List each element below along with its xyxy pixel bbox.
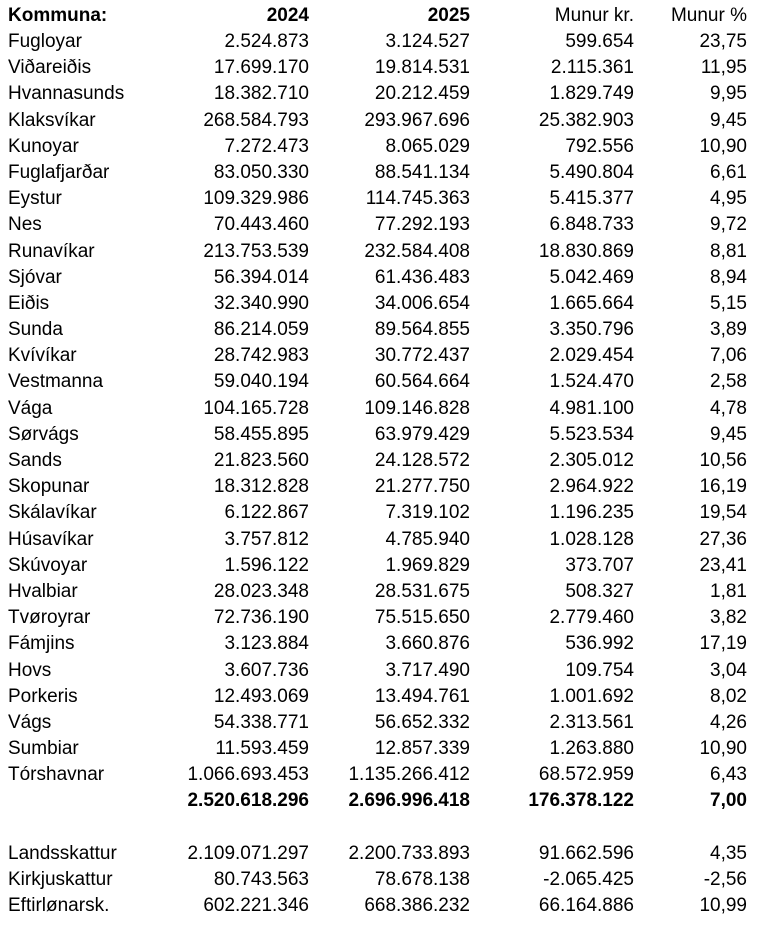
cell-name: Fuglafjarðar: [8, 161, 110, 183]
cell-2025: 114.745.363: [365, 188, 470, 210]
cell-munur-kr: 373.707: [565, 554, 634, 576]
cell-2024: 32.340.990: [213, 292, 309, 314]
cell-munur-kr: 1.524.470: [549, 371, 634, 393]
cell-2024: 2.109.071.297: [187, 842, 309, 864]
cell-munur-pct: 4,95: [710, 188, 747, 210]
table-row: [0, 605, 760, 631]
header-2025: 2025: [427, 5, 470, 26]
cell-munur-pct: 3,82: [710, 607, 747, 629]
cell-munur-kr: 2.029.454: [549, 345, 634, 367]
cell-2025: 293.967.696: [364, 109, 470, 131]
cell-2025: 13.494.761: [374, 685, 470, 707]
cell-munur-pct: 9,45: [710, 423, 747, 445]
cell-2024: 213.753.539: [203, 240, 309, 262]
cell-2024: 7.272.473: [224, 135, 309, 157]
other-tax-row: [0, 867, 760, 893]
cell-munur-pct: 1,81: [710, 580, 747, 602]
table-row: [0, 762, 760, 788]
cell-munur-kr: 536.992: [565, 633, 634, 655]
cell-munur-pct: 9,45: [710, 109, 747, 131]
cell-2024: 28.023.348: [213, 580, 309, 602]
cell-name: Landsskattur: [8, 842, 117, 864]
total-2025: 2.696.996.418: [348, 790, 470, 812]
cell-munur-kr: 5.042.469: [549, 266, 634, 288]
cell-2024: 54.338.771: [213, 711, 309, 733]
total-munur-kr: 176.378.122: [528, 790, 634, 812]
cell-munur-pct: 23,75: [699, 31, 747, 52]
cell-2024: 21.823.560: [213, 450, 309, 471]
cell-munur-pct: 3,04: [710, 659, 747, 681]
cell-name: Kirkjuskattur: [8, 868, 113, 890]
cell-2025: 63.979.429: [374, 423, 470, 445]
cell-munur-pct: 10,90: [699, 135, 747, 157]
cell-munur-kr: -2.065.425: [543, 868, 634, 890]
table-row: [0, 343, 760, 369]
cell-2024: 3.607.736: [224, 659, 309, 681]
cell-name: Klaksvíkar: [8, 109, 96, 131]
header-2024: 2024: [266, 5, 309, 26]
table-row: [0, 658, 760, 684]
cell-munur-kr: 25.382.903: [538, 109, 634, 131]
cell-2024: 268.584.793: [203, 109, 309, 131]
cell-name: Eftirlønarsk.: [8, 895, 110, 916]
cell-2025: 28.531.675: [374, 580, 470, 602]
cell-name: Hvalbiar: [8, 580, 78, 602]
header-kommuna: Kommuna:: [8, 5, 108, 26]
other-tax-row: [0, 841, 760, 867]
cell-2025: 30.772.437: [374, 345, 470, 367]
cell-2025: 1.135.266.412: [348, 764, 470, 786]
table-row: [0, 186, 760, 212]
cell-name: Tórshavnar: [8, 764, 105, 786]
cell-2025: 88.541.134: [374, 161, 470, 183]
cell-2024: 80.743.563: [213, 868, 309, 890]
table-row: [0, 684, 760, 710]
cell-2024: 11.593.459: [215, 738, 309, 760]
cell-2024: 12.493.069: [213, 685, 309, 707]
table-row: [0, 500, 760, 526]
cell-munur-kr: 1.196.235: [549, 502, 634, 524]
table-row: [0, 291, 760, 317]
cell-name: Eiðis: [8, 292, 50, 314]
cell-munur-pct: 8,02: [710, 685, 747, 707]
header-row: [0, 0, 760, 29]
cell-2025: 60.564.664: [374, 371, 470, 393]
cell-2025: 61.436.483: [374, 266, 470, 288]
cell-munur-kr: 109.754: [565, 659, 634, 681]
cell-2025: 56.652.332: [374, 711, 470, 733]
cell-munur-pct: 16,19: [699, 476, 747, 498]
cell-name: Hvannasunds: [8, 83, 125, 105]
cell-munur-pct: 17,19: [699, 633, 747, 655]
cell-munur-pct: 8,81: [710, 240, 747, 262]
cell-name: Kunoyar: [8, 135, 79, 157]
cell-name: Fámjins: [8, 633, 75, 655]
cell-munur-kr: 5.490.804: [549, 161, 634, 183]
cell-munur-pct: 19,54: [699, 502, 747, 524]
cell-2025: 232.584.408: [364, 240, 470, 262]
cell-munur-pct: 5,15: [710, 292, 747, 314]
cell-2025: 24.128.572: [374, 450, 470, 471]
cell-munur-pct: 8,94: [710, 266, 747, 288]
cell-name: Húsavíkar: [8, 528, 94, 550]
cell-munur-pct: 4,35: [710, 842, 747, 864]
table-row: [0, 108, 760, 134]
cell-munur-pct: -2,56: [703, 868, 747, 890]
cell-2025: 7.319.102: [385, 502, 470, 524]
cell-2024: 86.214.059: [213, 319, 309, 341]
cell-2024: 58.455.895: [213, 423, 309, 445]
table-row: [0, 81, 760, 107]
municipality-rows: [0, 29, 760, 788]
cell-name: Vága: [8, 397, 53, 419]
cell-2025: 12.857.339: [374, 738, 470, 760]
cell-munur-kr: 91.662.596: [538, 842, 634, 864]
cell-munur-kr: 4.981.100: [549, 397, 634, 419]
cell-name: Kvívíkar: [8, 345, 77, 367]
cell-munur-kr: 18.830.869: [538, 240, 634, 262]
cell-2024: 1.596.122: [224, 554, 309, 576]
total-row: [0, 788, 760, 814]
other-tax-row: [0, 893, 760, 919]
cell-munur-kr: 5.523.534: [549, 423, 634, 445]
table-row: [0, 212, 760, 238]
table-row: [0, 396, 760, 422]
table-row: [0, 579, 760, 605]
cell-munur-kr: 1.001.692: [549, 685, 634, 707]
cell-munur-kr: 2.779.460: [549, 607, 634, 629]
cell-munur-kr: 599.654: [565, 31, 634, 52]
cell-name: Nes: [8, 214, 42, 236]
cell-munur-kr: 508.327: [565, 580, 634, 602]
cell-name: Sjóvar: [8, 266, 62, 288]
cell-name: Fugloyar: [8, 31, 82, 52]
cell-name: Skúvoyar: [8, 554, 88, 576]
cell-munur-pct: 9,72: [710, 214, 747, 236]
cell-munur-kr: 6.848.733: [549, 214, 634, 236]
table-row: [0, 736, 760, 762]
cell-2025: 75.515.650: [374, 607, 470, 629]
cell-name: Sumbiar: [8, 738, 79, 760]
cell-munur-pct: 10,99: [699, 895, 747, 916]
table-row: [0, 553, 760, 579]
cell-2024: 109.329.986: [203, 188, 309, 210]
cell-munur-pct: 10,56: [699, 450, 747, 471]
other-tax-rows: [0, 841, 760, 920]
cell-munur-pct: 9,95: [710, 83, 747, 105]
cell-2024: 59.040.194: [213, 371, 309, 393]
header-munur-pct: Munur %: [670, 5, 747, 26]
cell-2025: 668.386.232: [364, 895, 470, 916]
table-row: [0, 239, 760, 265]
cell-name: Hovs: [8, 659, 52, 681]
header-munur-kr: Munur kr.: [554, 5, 634, 26]
table-row: [0, 710, 760, 736]
table-row: [0, 55, 760, 81]
cell-name: Skopunar: [8, 476, 90, 498]
table-row: [0, 369, 760, 395]
table-row: [0, 317, 760, 343]
cell-name: Runavíkar: [8, 240, 95, 262]
cell-2024: 72.736.190: [213, 607, 309, 629]
cell-munur-kr: 2.964.922: [549, 476, 634, 498]
cell-2024: 602.221.346: [203, 895, 309, 916]
table-row: [0, 631, 760, 657]
cell-munur-pct: 4,26: [710, 711, 747, 733]
cell-munur-kr: 1.263.880: [549, 738, 634, 760]
table-row: [0, 134, 760, 160]
cell-munur-kr: 1.028.128: [549, 528, 634, 550]
table-row: [0, 160, 760, 186]
cell-munur-kr: 2.115.361: [550, 57, 634, 79]
cell-munur-pct: 2,58: [710, 371, 747, 393]
cell-2024: 18.312.828: [213, 476, 309, 498]
cell-munur-kr: 66.164.886: [538, 895, 634, 916]
cell-2025: 4.785.940: [385, 528, 470, 550]
cell-munur-pct: 27,36: [699, 528, 747, 550]
cell-2024: 28.742.983: [213, 345, 309, 367]
cell-2025: 3.124.527: [385, 31, 470, 52]
cell-munur-pct: 6,43: [710, 764, 747, 786]
cell-name: Tvøroyrar: [8, 607, 91, 629]
cell-2024: 104.165.728: [203, 397, 309, 419]
cell-2025: 77.292.193: [374, 214, 470, 236]
total-munur-pct: 7,00: [710, 790, 747, 812]
cell-2025: 89.564.855: [374, 319, 470, 341]
cell-name: Porkeris: [8, 685, 78, 707]
cell-munur-pct: 7,06: [710, 345, 747, 367]
cell-munur-kr: 68.572.959: [538, 764, 634, 786]
cell-munur-kr: 792.556: [565, 135, 634, 157]
cell-2024: 83.050.330: [213, 161, 309, 183]
cell-2024: 70.443.460: [213, 214, 309, 236]
cell-2025: 19.814.531: [374, 57, 470, 79]
cell-2025: 3.717.490: [385, 659, 470, 681]
cell-2024: 2.524.873: [224, 31, 309, 52]
cell-2025: 3.660.876: [385, 633, 470, 655]
cell-2024: 56.394.014: [213, 266, 309, 288]
cell-2025: 8.065.029: [385, 135, 470, 157]
cell-2024: 3.757.812: [224, 528, 309, 550]
cell-2024: 3.123.884: [224, 633, 309, 655]
cell-munur-kr: 2.305.012: [549, 450, 634, 471]
spacer: [0, 815, 760, 841]
cell-name: Sunda: [8, 319, 63, 341]
cell-2025: 109.146.828: [364, 397, 470, 419]
table-row: [0, 265, 760, 291]
cell-2024: 18.382.710: [213, 83, 309, 105]
cell-munur-pct: 4,78: [710, 397, 747, 419]
cell-munur-pct: 11,95: [700, 57, 747, 79]
cell-name: Skálavíkar: [8, 502, 97, 524]
cell-name: Viðareiðis: [8, 57, 92, 79]
cell-name: Vestmanna: [8, 371, 104, 393]
cell-munur-pct: 3,89: [710, 319, 747, 341]
total-2024: 2.520.618.296: [187, 790, 309, 812]
cell-2025: 20.212.459: [374, 83, 470, 105]
cell-2024: 1.066.693.453: [187, 764, 309, 786]
cell-munur-kr: 2.313.561: [549, 711, 634, 733]
cell-name: Sørvágs: [8, 423, 79, 445]
cell-2024: 17.699.170: [213, 57, 309, 79]
cell-2025: 1.969.829: [385, 554, 470, 576]
cell-munur-kr: 1.829.749: [549, 83, 634, 105]
cell-name: Sands: [8, 450, 62, 471]
cell-munur-kr: 1.665.664: [549, 292, 634, 314]
cell-munur-kr: 5.415.377: [549, 188, 634, 210]
cell-munur-kr: 3.350.796: [549, 319, 634, 341]
table-row: [0, 448, 760, 474]
cell-2025: 34.006.654: [374, 292, 470, 314]
table-row: [0, 527, 760, 553]
cell-2025: 78.678.138: [374, 868, 470, 890]
table-row: [0, 474, 760, 500]
cell-munur-pct: 23,41: [699, 554, 747, 576]
cell-2025: 21.277.750: [374, 476, 470, 498]
cell-2025: 2.200.733.893: [348, 842, 470, 864]
table-row: [0, 29, 760, 55]
cell-2024: 6.122.867: [224, 502, 309, 524]
cell-munur-pct: 10,90: [699, 738, 747, 760]
table-row: [0, 422, 760, 448]
cell-munur-pct: 6,61: [710, 161, 747, 183]
cell-name: Vágs: [8, 711, 52, 733]
cell-name: Eystur: [8, 188, 62, 210]
